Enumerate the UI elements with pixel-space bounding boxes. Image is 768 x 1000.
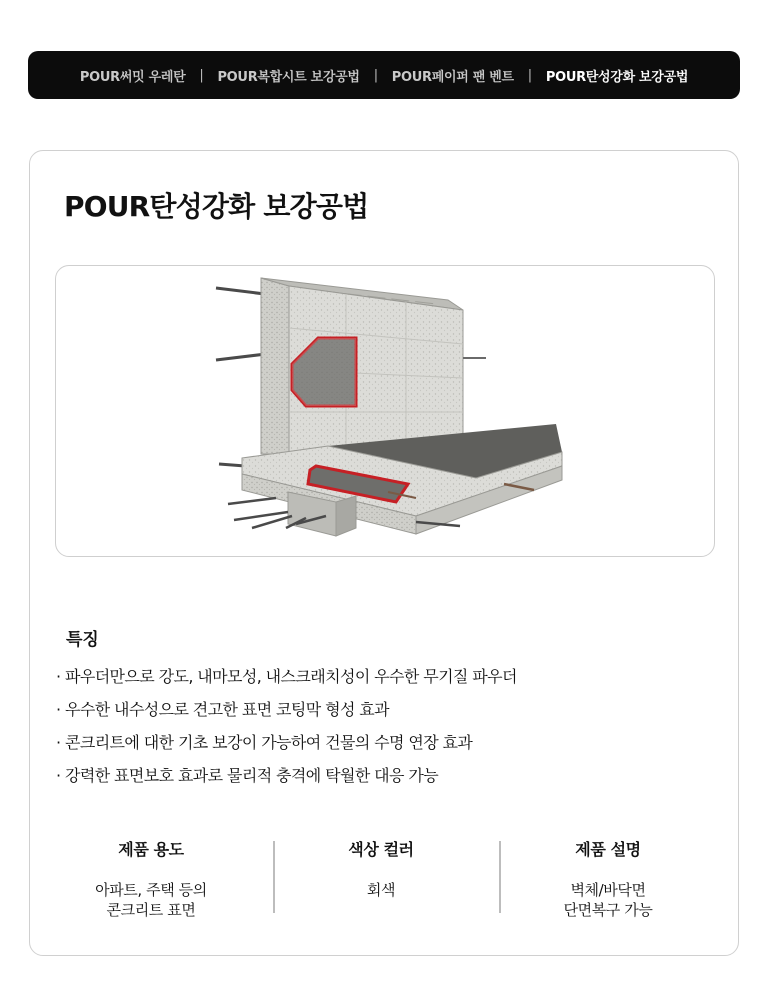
feature-item: · 강력한 표면보호 효과로 물리적 충격에 탁월한 대응 가능 [56, 759, 517, 792]
spec-table [36, 841, 726, 931]
spec-value [493, 880, 723, 920]
spec-usage [36, 841, 266, 920]
spec-value-line: 벽체/바닥면 [570, 881, 646, 899]
spec-label: 색상 컬러 [348, 840, 414, 859]
feature-item: · 우수한 내수성으로 견고한 표면 코팅막 형성 효과 [56, 693, 517, 726]
spec-label: 제품 용도 [118, 840, 184, 859]
feature-item: · 파우더만으로 강도, 내마모성, 내스크래치성이 우수한 무기질 파우더 [56, 660, 517, 693]
features-list [56, 660, 517, 792]
spec-description [493, 841, 723, 920]
top-navigation [28, 51, 740, 99]
spec-value-line: 회색 [366, 881, 396, 899]
spec-value-line: 아파트, 주택 등의 [95, 881, 207, 899]
nav-separator: | [199, 67, 204, 83]
product-illustration-frame [55, 265, 715, 557]
features-heading: 특징 [66, 630, 99, 650]
spec-label: 제품 설명 [575, 840, 641, 859]
spec-value-line: 단면복구 가능 [563, 901, 653, 919]
feature-item: · 콘크리트에 대한 기초 보강이 가능하여 건물의 수명 연장 효과 [56, 726, 517, 759]
nav-separator: | [527, 67, 532, 83]
nav-tab-elastic-reinforcement[interactable]: POUR탄성강화 보강공법 [545, 69, 689, 85]
nav-tab-paper-fan-vent[interactable]: POUR페이퍼 팬 벤트 [391, 69, 514, 85]
concrete-wall-floor-icon [56, 266, 715, 557]
spec-color [266, 841, 496, 900]
nav-tab-composite-sheet[interactable]: POUR복합시트 보강공법 [217, 69, 360, 85]
nav-separator: | [373, 67, 378, 83]
spec-value-line: 콘크리트 표면 [106, 901, 196, 919]
spec-value [266, 880, 496, 900]
page-title: POUR탄성강화 보강공법 [64, 190, 369, 223]
product-card [29, 150, 739, 956]
nav-tab-summit-urethane[interactable]: POUR써밋 우레탄 [79, 69, 186, 85]
spec-value [36, 880, 266, 920]
